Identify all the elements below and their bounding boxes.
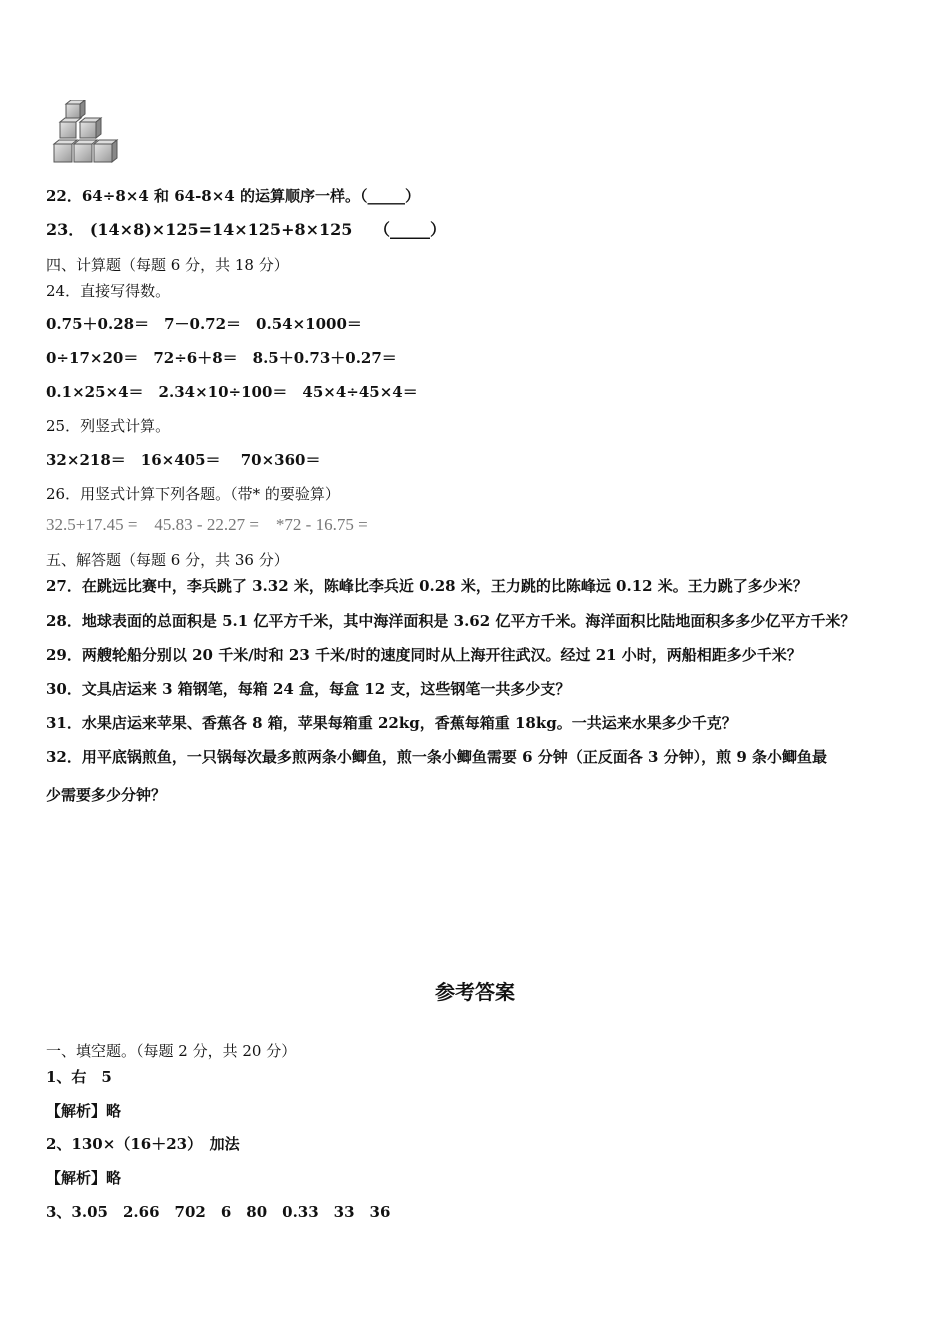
question-26-row: 32.5+17.45 = 45.83 - 22.27 = *72 - 16.75 = [46,515,368,534]
question-24: 24．直接写得数。 [46,282,171,300]
stacked-cubes-icon [50,100,122,166]
answer-2-note: 【解析】略 [46,1169,122,1187]
question-29: 29．两艘轮船分别以 20 千米/时和 23 千米/时的速度同时从上海开往武汉。经过 21 小时，两船相距多少千米？ [46,646,802,664]
question-32-line-1: 32．用平底锅煎鱼，一只锅每次最多煎两条小鲫鱼，煎一条小鲫鱼需要 6 分钟（正反面各 3 分钟），煎 9 条小鲫鱼最 [46,748,828,766]
question-25-row: 32×218＝ 16×405＝ 70×360＝ [46,451,321,469]
question-22: 22．64÷8×4 和 64-8×4 的运算顺序一样。（_____） [46,187,420,205]
question-32-line-2: 少需要多少分钟？ [46,786,167,804]
section-5-heading: 五、解答题（每题 6 分，共 36 分） [46,551,289,569]
answer-2: 2、130×（16＋23） 加法 [46,1135,240,1153]
question-24-row-3: 0.1×25×4＝ 2.34×10÷100＝ 45×4÷45×4＝ [46,383,418,401]
answer-1: 1、右 5 [46,1068,112,1086]
section-4-heading: 四、计算题（每题 6 分，共 18 分） [46,256,289,274]
answer-key-title: 参考答案 [435,980,515,1004]
question-24-row-2: 0÷17×20＝ 72÷6＋8＝ 8.5＋0.73＋0.27＝ [46,349,397,367]
answer-section-1-heading: 一、填空题。（每题 2 分，共 20 分） [46,1042,297,1060]
question-28: 28．地球表面的总面积是 5.1 亿平方千米，其中海洋面积是 3.62 亿平方千米。海洋面积比陆地面积多多少亿平方千米？ [46,612,856,630]
question-26: 26．用竖式计算下列各题。（带* 的要验算） [46,485,340,503]
answer-3: 3、3.05 2.66 702 6 80 0.33 33 36 [46,1203,391,1221]
question-31: 31．水果店运来苹果、香蕉各 8 箱，苹果每箱重 22kg，香蕉每箱重 18kg。一共运来水果多少千克？ [46,714,737,732]
question-23: 23． (14×8)×125=14×125+8×125 （_____） [46,220,446,239]
answer-1-note: 【解析】略 [46,1102,122,1120]
question-27: 27．在跳远比赛中，李兵跳了 3.32 米，陈峰比李兵近 0.28 米，王力跳的比陈峰远 0.12 米。王力跳了多少米？ [46,577,808,595]
question-24-row-1: 0.75＋0.28＝ 7－0.72＝ 0.54×1000＝ [46,315,362,333]
question-25: 25．列竖式计算。 [46,417,171,435]
question-30: 30．文具店运来 3 箱钢笔，每箱 24 盒，每盒 12 支，这些钢笔一共多少支？ [46,680,571,698]
